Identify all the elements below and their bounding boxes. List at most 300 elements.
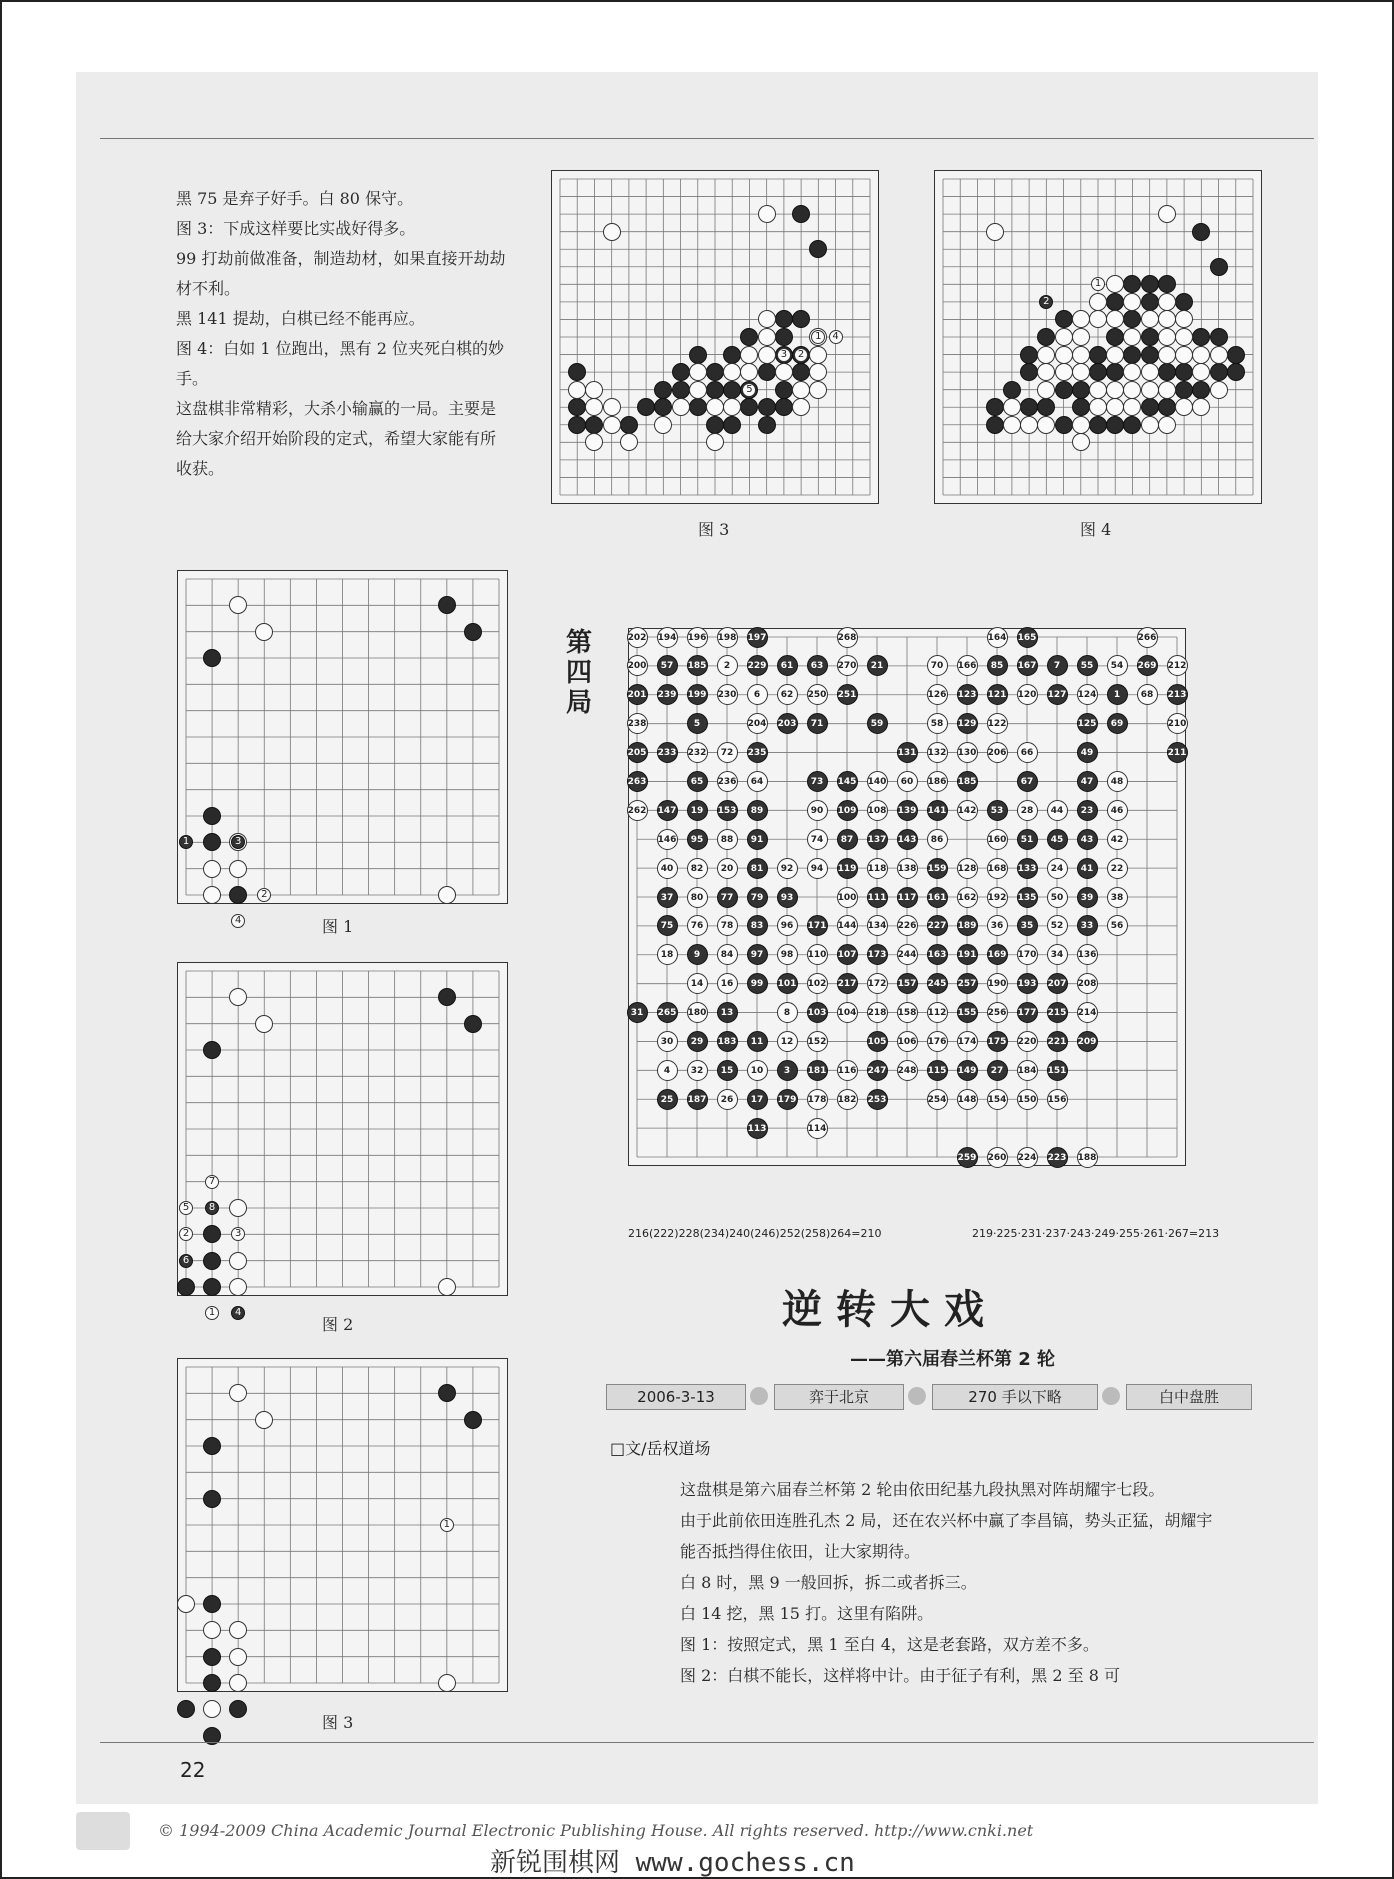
game-move-stone: 34 — [1047, 944, 1068, 965]
game-label — [566, 628, 596, 718]
game-move-stone: 169 — [987, 944, 1008, 965]
game-move-stone: 208 — [1077, 973, 1098, 994]
game-move-stone: 107 — [837, 944, 858, 965]
game-move-stone: 13 — [717, 1002, 738, 1023]
white-stone — [809, 346, 827, 364]
game-date: 2006-3-13 — [606, 1384, 746, 1410]
left-paragraph: 黑 141 提劫，白棋已经不能再应。 — [176, 309, 425, 328]
game-move-stone: 206 — [987, 742, 1008, 763]
game-move-stone: 86 — [927, 829, 948, 850]
game-move-stone: 28 — [1017, 800, 1038, 821]
black-stone — [1141, 398, 1159, 416]
go-move-number: 1 — [205, 1306, 219, 1320]
black-stone — [1192, 223, 1210, 241]
white-stone — [438, 1674, 456, 1692]
game-move-stone: 200 — [627, 655, 648, 676]
page-number: 22 — [180, 1758, 206, 1782]
white-stone — [1055, 328, 1073, 346]
game-move-stone: 190 — [987, 973, 1008, 994]
game-move-stone: 39 — [1077, 887, 1098, 908]
game-move-stone: 106 — [897, 1031, 918, 1052]
white-stone — [758, 346, 776, 364]
white-stone — [1072, 363, 1090, 381]
game-move-stone: 100 — [837, 887, 858, 908]
game-move-stone: 110 — [807, 944, 828, 965]
game-move-stone: 55 — [1077, 655, 1098, 676]
game-move-stone: 254 — [927, 1089, 948, 1110]
game-move-stone: 168 — [987, 858, 1008, 879]
game-move-stone: 45 — [1047, 829, 1068, 850]
game-move-stone: 25 — [657, 1089, 678, 1110]
ko-sequence-white: 216(222)228(234)240(246)252(258)264=210 — [628, 1227, 882, 1240]
go-move-number: 3 — [231, 1227, 245, 1241]
black-stone — [1072, 381, 1090, 399]
game-move-stone: 160 — [987, 829, 1008, 850]
game-move-stone: 198 — [717, 627, 738, 648]
black-stone — [758, 363, 776, 381]
white-stone — [809, 381, 827, 399]
game-move-stone: 180 — [687, 1002, 708, 1023]
game-move-stone: 12 — [777, 1031, 798, 1052]
black-stone — [723, 381, 741, 399]
white-stone — [203, 860, 221, 878]
game-move-stone: 211 — [1167, 742, 1188, 763]
game-move-stone: 120 — [1017, 684, 1038, 705]
black-stone — [1192, 381, 1210, 399]
go-move-number: 6 — [179, 1254, 193, 1268]
black-stone — [1055, 416, 1073, 434]
game-move-stone: 260 — [987, 1147, 1008, 1168]
game-move-stone: 98 — [777, 944, 798, 965]
game-move-stone: 20 — [717, 858, 738, 879]
game-move-stone: 124 — [1077, 684, 1098, 705]
game-move-stone: 128 — [957, 858, 978, 879]
game-move-stone: 89 — [747, 800, 768, 821]
white-stone — [1123, 381, 1141, 399]
white-stone — [689, 381, 707, 399]
game-move-stone: 26 — [717, 1089, 738, 1110]
game-move-stone: 1 — [1107, 684, 1128, 705]
article-paragraph: 白 14 挖，黑 15 打。这里有陷阱。 — [680, 1604, 934, 1623]
white-stone — [603, 223, 621, 241]
game-move-stone: 151 — [1047, 1060, 1068, 1081]
white-stone — [1158, 205, 1176, 223]
game-move-stone: 177 — [1017, 1002, 1038, 1023]
game-move-stone: 197 — [747, 627, 768, 648]
game-move-stone: 209 — [1077, 1031, 1098, 1052]
go-move-number: 1 — [811, 330, 825, 344]
game-move-stone: 218 — [867, 1002, 888, 1023]
game-move-stone: 188 — [1077, 1147, 1098, 1168]
black-stone — [1055, 381, 1073, 399]
black-stone — [689, 346, 707, 364]
game-move-stone: 143 — [897, 829, 918, 850]
black-stone — [203, 649, 221, 667]
black-stone — [654, 381, 672, 399]
game-move-stone: 9 — [687, 944, 708, 965]
game-move-stone: 179 — [777, 1089, 798, 1110]
game-move-stone: 224 — [1017, 1147, 1038, 1168]
white-stone — [1003, 416, 1021, 434]
game-move-stone: 139 — [897, 800, 918, 821]
go-move-number: 1 — [440, 1518, 454, 1532]
game-move-stone: 227 — [927, 915, 948, 936]
game-move-stone: 118 — [867, 858, 888, 879]
separator-dot — [750, 1387, 768, 1405]
white-stone — [1158, 328, 1176, 346]
game-move-stone: 99 — [747, 973, 768, 994]
black-stone — [203, 1437, 221, 1455]
game-move-stone: 22 — [1107, 858, 1128, 879]
game-move-stone: 73 — [807, 771, 828, 792]
game-move-stone: 253 — [867, 1089, 888, 1110]
black-stone — [1106, 293, 1124, 311]
game-move-stone: 250 — [807, 684, 828, 705]
white-stone — [1089, 293, 1107, 311]
game-move-stone: 95 — [687, 829, 708, 850]
go-move-number: 5 — [742, 383, 756, 397]
game-move-stone: 17 — [747, 1089, 768, 1110]
game-move-stone: 244 — [897, 944, 918, 965]
game-move-stone: 83 — [747, 915, 768, 936]
separator-dot — [1102, 1387, 1120, 1405]
game-move-stone: 199 — [687, 684, 708, 705]
go-move-number: 5 — [179, 1201, 193, 1215]
game-move-stone: 44 — [1047, 800, 1068, 821]
game-move-stone: 112 — [927, 1002, 948, 1023]
white-stone — [758, 205, 776, 223]
game-move-stone: 61 — [777, 655, 798, 676]
black-stone — [758, 398, 776, 416]
game-result: 白中盘胜 — [1126, 1384, 1252, 1410]
game-moves-note: 270 手以下略 — [932, 1384, 1098, 1410]
game-move-stone: 18 — [657, 944, 678, 965]
game-move-stone: 77 — [717, 887, 738, 908]
game-move-stone: 84 — [717, 944, 738, 965]
white-stone — [1106, 381, 1124, 399]
game-move-stone: 37 — [657, 887, 678, 908]
article-paragraph: 图 2：白棋不能长，这样将中计。由于征子有利，黑 2 至 8 可 — [680, 1666, 1120, 1685]
white-stone — [229, 1648, 247, 1666]
black-stone — [1227, 363, 1245, 381]
black-stone — [1106, 416, 1124, 434]
game-move-stone: 116 — [837, 1060, 858, 1081]
game-move-stone: 21 — [867, 655, 888, 676]
game-move-stone: 174 — [957, 1031, 978, 1052]
game-move-stone: 32 — [687, 1060, 708, 1081]
game-move-stone: 101 — [777, 973, 798, 994]
black-stone — [672, 363, 690, 381]
article-subtitle: ——第六届春兰杯第 2 轮 — [850, 1349, 1056, 1370]
game-move-stone: 167 — [1017, 655, 1038, 676]
article-paragraph: 图 1：按照定式，黑 1 至白 4，这是老套路，双方差不多。 — [680, 1635, 1099, 1654]
game-move-stone: 223 — [1047, 1147, 1068, 1168]
game-move-stone: 40 — [657, 858, 678, 879]
white-stone — [1020, 416, 1038, 434]
game-move-stone: 183 — [717, 1031, 738, 1052]
game-move-stone: 256 — [987, 1002, 1008, 1023]
game-move-stone: 263 — [627, 771, 648, 792]
article-title: 逆转大戏 — [782, 1286, 998, 1333]
white-stone — [1210, 381, 1228, 399]
game-move-stone: 88 — [717, 829, 738, 850]
game-move-stone: 152 — [807, 1031, 828, 1052]
black-stone — [758, 416, 776, 434]
game-move-stone: 196 — [687, 627, 708, 648]
game-move-stone: 104 — [837, 1002, 858, 1023]
black-stone — [775, 328, 793, 346]
game-move-stone: 27 — [987, 1060, 1008, 1081]
game-move-stone: 96 — [777, 915, 798, 936]
white-stone — [177, 1595, 195, 1613]
white-stone — [758, 310, 776, 328]
game-move-stone: 230 — [717, 684, 738, 705]
game-move-stone: 148 — [957, 1089, 978, 1110]
go-move-number: 4 — [231, 1306, 245, 1320]
game-move-stone: 82 — [687, 858, 708, 879]
white-stone — [1158, 346, 1176, 364]
game-move-stone: 248 — [897, 1060, 918, 1081]
game-move-stone: 70 — [927, 655, 948, 676]
game-move-stone: 145 — [837, 771, 858, 792]
game-move-stone: 103 — [807, 1002, 828, 1023]
game-move-stone: 36 — [987, 915, 1008, 936]
go-move-number: 2 — [257, 888, 271, 902]
game-move-stone: 16 — [717, 973, 738, 994]
black-stone — [464, 623, 482, 641]
black-stone — [1141, 293, 1159, 311]
game-move-stone: 58 — [927, 713, 948, 734]
game-move-stone: 140 — [867, 771, 888, 792]
white-stone — [758, 328, 776, 346]
white-stone — [1055, 346, 1073, 364]
white-stone — [1003, 398, 1021, 416]
black-stone — [1158, 363, 1176, 381]
black-stone — [723, 346, 741, 364]
black-stone — [203, 1041, 221, 1059]
white-stone — [1175, 346, 1193, 364]
game-move-stone: 233 — [657, 742, 678, 763]
article-paragraph: 白 8 时，黑 9 一般回拆，拆二或者拆三。 — [680, 1573, 977, 1592]
white-stone — [1158, 381, 1176, 399]
board-grid — [178, 963, 507, 1295]
game-move-stone: 14 — [687, 973, 708, 994]
game-move-stone: 202 — [627, 627, 648, 648]
game-move-stone: 35 — [1017, 915, 1038, 936]
black-stone — [775, 381, 793, 399]
game-move-stone: 92 — [777, 858, 798, 879]
game-move-stone: 7 — [1047, 655, 1068, 676]
game-move-stone: 114 — [807, 1118, 828, 1139]
article-paragraph: 这盘棋是第六届春兰杯第 2 轮由依田纪基九段执黑对阵胡耀宇七段。 — [680, 1480, 1165, 1499]
white-stone — [986, 223, 1004, 241]
game-move-stone: 19 — [687, 800, 708, 821]
game-move-stone: 210 — [1167, 713, 1188, 734]
game-move-stone: 171 — [807, 915, 828, 936]
game-move-stone: 193 — [1017, 973, 1038, 994]
game-move-stone: 142 — [957, 800, 978, 821]
white-stone — [1158, 293, 1176, 311]
black-stone — [706, 363, 724, 381]
left-paragraph: 图 3：下成这样要比实战好得多。 — [176, 219, 416, 238]
game-move-stone: 182 — [837, 1089, 858, 1110]
left-paragraph: 图 4：白如 1 位跑出，黑有 2 位夹死白棋的妙手。 — [176, 339, 504, 388]
game-move-stone: 31 — [627, 1002, 648, 1023]
game-move-stone: 159 — [927, 858, 948, 879]
game-move-stone: 66 — [1017, 742, 1038, 763]
game-move-stone: 245 — [927, 973, 948, 994]
caption-figure-3: 图 3 — [322, 1713, 354, 1732]
game-move-stone: 235 — [747, 742, 768, 763]
game-move-stone: 90 — [807, 800, 828, 821]
game-move-stone: 75 — [657, 915, 678, 936]
game-move-stone: 62 — [777, 684, 798, 705]
white-stone — [568, 381, 586, 399]
game-move-stone: 165 — [1017, 627, 1038, 648]
black-stone — [620, 416, 638, 434]
black-stone — [1210, 328, 1228, 346]
black-stone — [672, 381, 690, 399]
game-move-stone: 5 — [687, 713, 708, 734]
game-move-stone: 192 — [987, 887, 1008, 908]
black-stone — [1089, 416, 1107, 434]
go-move-number: 1 — [1091, 277, 1105, 291]
black-stone — [1158, 398, 1176, 416]
game-move-stone: 127 — [1047, 684, 1068, 705]
white-stone — [672, 398, 690, 416]
game-move-stone: 23 — [1077, 800, 1098, 821]
black-stone — [1072, 398, 1090, 416]
game-move-stone: 56 — [1107, 915, 1128, 936]
top-rule — [100, 138, 1314, 139]
game-move-stone: 217 — [837, 973, 858, 994]
game-move-stone: 247 — [867, 1060, 888, 1081]
game-move-stone: 122 — [987, 713, 1008, 734]
game-move-stone: 97 — [747, 944, 768, 965]
black-stone — [1175, 293, 1193, 311]
game-move-stone: 108 — [867, 800, 888, 821]
white-stone — [1141, 416, 1159, 434]
game-move-stone: 212 — [1167, 655, 1188, 676]
go-board-top-figure-3 — [551, 170, 879, 504]
white-stone — [203, 886, 221, 904]
game-move-stone: 251 — [837, 684, 858, 705]
white-stone — [1158, 416, 1176, 434]
white-stone — [438, 1278, 456, 1296]
game-move-stone: 113 — [747, 1118, 768, 1139]
separator-dot — [908, 1387, 926, 1405]
game-move-stone: 119 — [837, 858, 858, 879]
white-stone — [585, 381, 603, 399]
game-move-stone: 161 — [927, 887, 948, 908]
game-move-stone: 2 — [717, 655, 738, 676]
game-move-stone: 130 — [957, 742, 978, 763]
bottom-rule — [100, 1742, 1314, 1743]
white-stone — [603, 398, 621, 416]
game-move-stone: 52 — [1047, 915, 1068, 936]
black-stone — [1210, 258, 1228, 276]
game-move-stone: 236 — [717, 771, 738, 792]
go-board-top-figure-4 — [934, 170, 1262, 504]
game-move-stone: 176 — [927, 1031, 948, 1052]
game-move-stone: 185 — [687, 655, 708, 676]
game-move-stone: 129 — [957, 713, 978, 734]
game-move-stone: 213 — [1167, 684, 1188, 705]
go-move-number: 3 — [231, 835, 245, 849]
game-move-stone: 170 — [1017, 944, 1038, 965]
white-stone — [1210, 346, 1228, 364]
game-move-stone: 3 — [777, 1060, 798, 1081]
game-move-stone: 115 — [927, 1060, 948, 1081]
game-info-bar — [530, 1384, 1250, 1410]
game-move-stone: 238 — [627, 713, 648, 734]
black-stone — [706, 416, 724, 434]
game-move-stone: 155 — [957, 1002, 978, 1023]
board-grid — [178, 1359, 507, 1691]
game-move-stone: 270 — [837, 655, 858, 676]
caption-figure-1: 图 1 — [322, 917, 354, 936]
game-move-stone: 175 — [987, 1031, 1008, 1052]
game-move-stone: 47 — [1077, 771, 1098, 792]
white-stone — [1072, 433, 1090, 451]
game-move-stone: 91 — [747, 829, 768, 850]
game-move-stone: 158 — [897, 1002, 918, 1023]
black-stone — [723, 416, 741, 434]
game-move-stone: 24 — [1047, 858, 1068, 879]
game-move-stone: 150 — [1017, 1089, 1038, 1110]
game-move-stone: 78 — [717, 915, 738, 936]
black-stone — [203, 1490, 221, 1508]
game-move-stone: 146 — [657, 829, 678, 850]
white-stone — [255, 1411, 273, 1429]
article-author: □文/岳权道场 — [610, 1439, 711, 1458]
game-move-stone: 184 — [1017, 1060, 1038, 1081]
game-move-stone: 93 — [777, 887, 798, 908]
black-stone — [203, 1278, 221, 1296]
black-stone — [1210, 363, 1228, 381]
game-move-stone: 214 — [1077, 1002, 1098, 1023]
game-move-stone: 173 — [867, 944, 888, 965]
game-move-stone: 259 — [957, 1147, 978, 1168]
left-paragraph: 黑 75 是弃子好手。白 80 保守。 — [176, 189, 414, 208]
black-stone — [203, 1648, 221, 1666]
game-move-stone: 123 — [957, 684, 978, 705]
white-stone — [1089, 381, 1107, 399]
black-stone — [1003, 381, 1021, 399]
game-move-stone: 6 — [747, 684, 768, 705]
site-watermark: 新锐围棋网 www.gochess.cn — [490, 1848, 855, 1878]
black-stone — [1123, 346, 1141, 364]
black-stone — [568, 416, 586, 434]
black-stone — [1175, 381, 1193, 399]
black-stone — [464, 1411, 482, 1429]
game-move-stone: 164 — [987, 627, 1008, 648]
game-move-stone: 163 — [927, 944, 948, 965]
game-move-stone: 178 — [807, 1089, 828, 1110]
go-move-number: 4 — [829, 330, 843, 344]
game-move-stone: 153 — [717, 800, 738, 821]
go-board-figure-2 — [177, 962, 508, 1319]
game-move-stone: 8 — [777, 1002, 798, 1023]
left-commentary — [176, 184, 506, 484]
white-stone — [255, 1015, 273, 1033]
white-stone — [689, 363, 707, 381]
game-move-stone: 64 — [747, 771, 768, 792]
white-stone — [1106, 346, 1124, 364]
caption-top-figure-3: 图 3 — [698, 520, 730, 539]
game-move-stone: 147 — [657, 800, 678, 821]
game-move-stone: 204 — [747, 713, 768, 734]
